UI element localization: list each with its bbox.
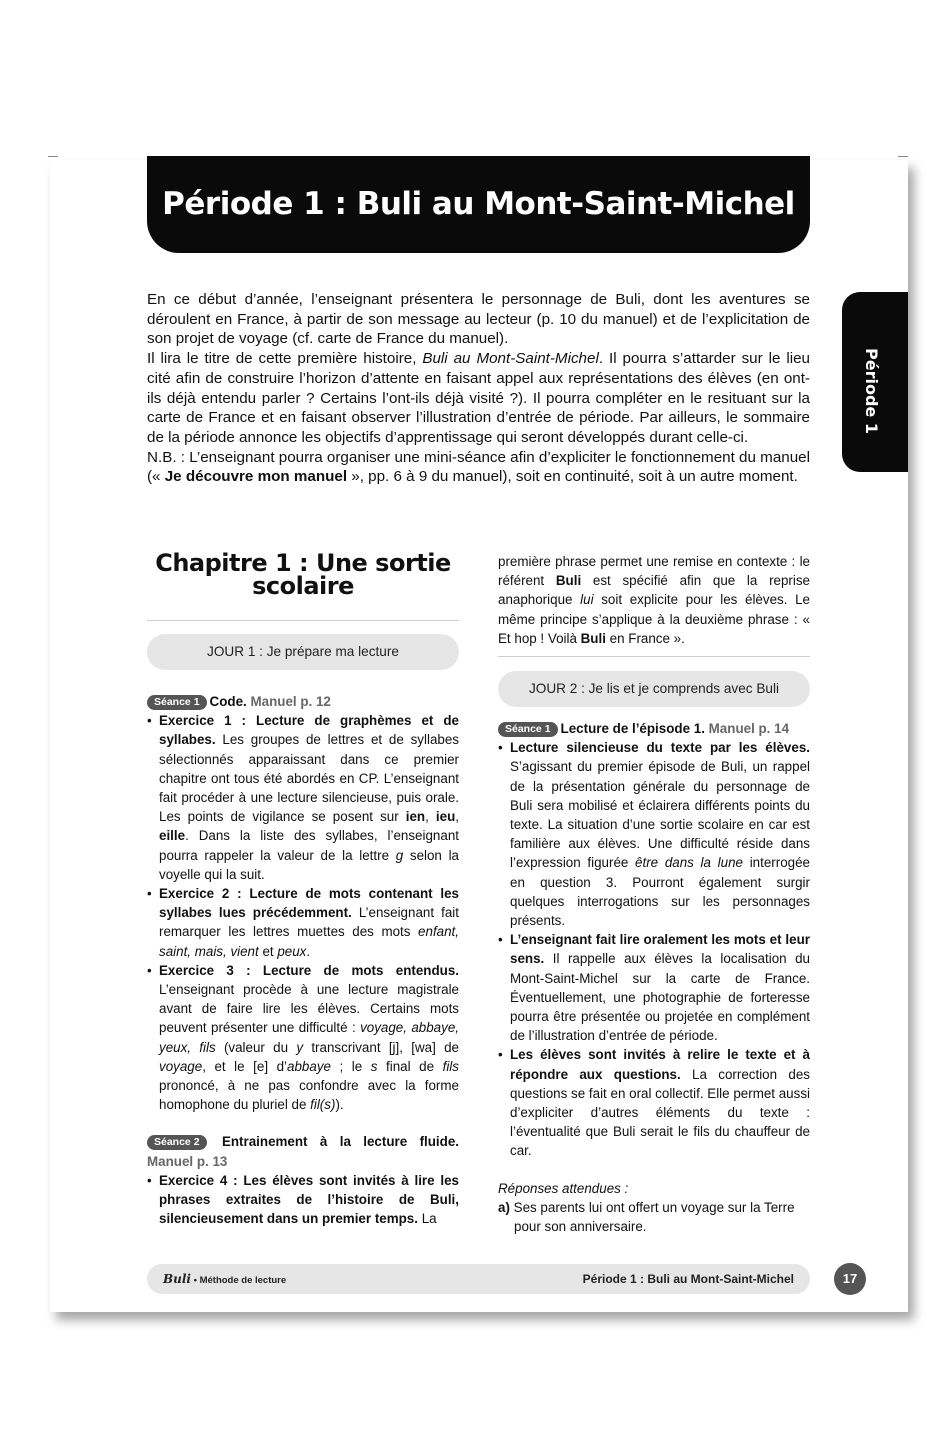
keyword-italic: fils bbox=[442, 1058, 459, 1074]
activity-text: Il rappelle aux élèves la localisation du Mont-Saint-Michel sur la carte de France. Éventuellement, une photographie de forteresse pourra être présentée ou projetée en complément de l’illustration d’entrée de période. bbox=[510, 951, 810, 1044]
footer-bar bbox=[147, 1264, 810, 1294]
manual-ref: Manuel p. 12 bbox=[250, 694, 331, 709]
list-item bbox=[147, 1171, 459, 1229]
keyword-italic: y bbox=[296, 1039, 304, 1055]
jour2-banner: JOUR 2 : Je lis et je comprends avec Buli bbox=[498, 671, 810, 707]
exercise-title: Exercice 3 : Lecture de mots entendus. bbox=[159, 962, 459, 978]
intro-text-span: . Il pourra s’attarder sur le lieu cité afin de construire l’horizon d’attente en faisant appel aux représentations des élèves (en ont-ils déjà entendu parler ? Certains l’ont-ils déjà visité ?). Il pourra compléter en le resituant sur la carte de France et en faisant observer l’illustration d’entrée de période. Par ailleurs, le sommaire de la période annonce les objectifs d’apprentissage qui seront développés durant celle-ci. bbox=[147, 350, 810, 446]
activity-title: L’enseignant fait lire oralement les mots et leur sens. bbox=[510, 932, 810, 967]
keyword-italic: voyage, abbaye, yeux, fils bbox=[159, 1020, 459, 1055]
exercise-text: selon la voyelle qui la suit. bbox=[159, 847, 460, 882]
side-tab bbox=[842, 292, 908, 472]
footer-left bbox=[163, 1264, 286, 1296]
exercise-title: Exercice 1 : Lecture de graphèmes et de syllabes. bbox=[159, 713, 459, 748]
side-tab-label: Période 1 bbox=[862, 348, 881, 434]
footer-method: • Méthode de lecture bbox=[190, 1275, 287, 1286]
list-item bbox=[498, 738, 810, 930]
seance-badge: Séance 2 bbox=[147, 1135, 207, 1150]
keyword: Buli bbox=[580, 630, 606, 646]
exercise-text: , et le [e] d’ bbox=[202, 1058, 288, 1074]
buli-logo: Buli bbox=[163, 1272, 191, 1286]
exercise-list bbox=[147, 1171, 459, 1229]
keyword-italic: enfant, saint, mais, vient bbox=[159, 924, 459, 959]
exercise-text: , bbox=[455, 809, 459, 825]
activity-list bbox=[498, 738, 810, 1160]
jour1-banner: JOUR 1 : Je prépare ma lecture bbox=[147, 634, 459, 670]
right-column bbox=[498, 719, 810, 1236]
intro-paragraph bbox=[147, 290, 810, 349]
activity-text: S’agissant du premier épisode de Buli, un rappel de la présentation générale du personnage de Buli sera mobilisé et éclairera différents points du texte. La situation d’une sortie scolaire en car est familière aux élèves. Une difficulté réside dans l’expression figurée bbox=[510, 759, 810, 871]
keyword: Buli bbox=[555, 573, 582, 589]
seance-title: Lecture de l’épisode 1. bbox=[560, 721, 705, 736]
keyword-italic: voyage bbox=[159, 1058, 203, 1074]
intro-text bbox=[147, 290, 810, 487]
chapter-title: Chapitre 1 : Une sortie scolaire bbox=[155, 549, 451, 600]
text: soit explicite pour les élèves. Le même principe s’applique à la deuxième phrase : « Et hop ! Voilà bbox=[498, 592, 811, 646]
seance-title: Code. bbox=[209, 694, 247, 709]
intro-text-span: N.B. : L’enseignant pourra organiser une mini-séance afin d’expliciter le fonctionnement du manuel (« bbox=[147, 448, 810, 486]
intro-paragraph bbox=[147, 349, 810, 448]
exercise-text: prononcé, à ne pas confondre avec la forme homophone du pluriel de bbox=[159, 1078, 459, 1113]
activity-text: La correction des questions se fait en oral collectif. Elle permet aussi d’expliciter d’autres éléments du texte : l’éventualité que Buli serait le fils du chauffeur de car. bbox=[510, 1066, 810, 1159]
keyword-italic: être dans la lune bbox=[635, 855, 743, 871]
intro-text-span: En ce début d’année, l’enseignant présentera le personnage de Buli, dont les aventures se déroulent en France, à partir de son message au lecteur (p. 10 du manuel) et de l’explicitation de son projet de voyage (cf. carte de France du manuel). bbox=[147, 291, 810, 348]
divider bbox=[147, 620, 459, 621]
intro-paragraph bbox=[147, 448, 810, 487]
divider bbox=[498, 656, 810, 657]
crop-mark bbox=[898, 156, 908, 157]
exercise-text: transcrivant [j], [wa] de bbox=[303, 1039, 459, 1055]
exercise-text: La bbox=[417, 1211, 437, 1227]
list-item bbox=[147, 711, 459, 884]
exercise-title: Exercice 4 : Les élèves sont invités à lire les phrases extraites de l’histoire de Buli, silencieusement dans un premier temps. bbox=[159, 1172, 459, 1227]
seance-badge: Séance 1 bbox=[147, 695, 207, 710]
intro-text-span: », pp. 6 à 9 du manuel), soit en continuité, soit à un autre moment. bbox=[347, 468, 798, 486]
activity-text: interrogée en question 3. Pourront également surgir quelques interrogations sur les personnages présents. bbox=[510, 855, 810, 929]
list-item bbox=[147, 884, 459, 961]
list-item bbox=[147, 961, 459, 1115]
text: est spécifié afin que la reprise anaphorique bbox=[498, 573, 811, 608]
seance-badge: Séance 1 bbox=[498, 722, 558, 737]
title-banner bbox=[147, 156, 810, 253]
exercise-text: L’enseignant fait remarquer les lettres muettes des mots bbox=[159, 905, 459, 940]
answer-letter: a) bbox=[498, 1199, 510, 1215]
answer-a bbox=[498, 1198, 810, 1236]
exercise-text: ; le bbox=[330, 1058, 371, 1074]
keyword-italic: g bbox=[395, 847, 404, 863]
exercise-text: et bbox=[258, 943, 278, 959]
exercise-list bbox=[147, 711, 459, 1114]
keyword: ieu bbox=[435, 809, 456, 825]
keyword-italic: s bbox=[370, 1058, 378, 1074]
keyword: ien bbox=[405, 809, 426, 825]
answers-label: Réponses attendues : bbox=[498, 1180, 629, 1196]
seance2-heading bbox=[147, 1132, 459, 1170]
list-item bbox=[498, 1045, 810, 1160]
keyword: eille bbox=[159, 828, 186, 844]
seance-title: Entrainement à la lecture fluide. bbox=[221, 1134, 459, 1150]
right-column-top bbox=[498, 552, 810, 648]
keyword-italic: fil(s) bbox=[310, 1097, 336, 1113]
answer-text: Ses parents lui ont offert un voyage sur la Terre pour son anniversaire. bbox=[509, 1199, 795, 1235]
intro-bold: Je découvre mon manuel bbox=[164, 468, 348, 486]
footer-right: Période 1 : Buli au Mont-Saint-Michel bbox=[582, 1272, 794, 1286]
page-title: Période 1 : Buli au Mont-Saint-Michel bbox=[162, 186, 795, 222]
seance1-heading bbox=[147, 692, 459, 711]
manual-ref: Manuel p. 14 bbox=[708, 721, 790, 736]
left-column bbox=[147, 692, 459, 1228]
exercise-text: , bbox=[425, 809, 436, 825]
keyword-italic: peux bbox=[277, 943, 307, 959]
exercise-text: . bbox=[306, 943, 311, 959]
activity-title: Lecture silencieuse du texte par les élèves. bbox=[510, 740, 810, 756]
text: en France ». bbox=[605, 630, 685, 646]
exercise-text: (valeur du bbox=[215, 1039, 297, 1055]
crop-mark bbox=[48, 156, 58, 157]
intro-text-span: Il lira le titre de cette première histoire, bbox=[147, 350, 423, 368]
text: première phrase permet une remise en contexte : le référent bbox=[498, 554, 810, 589]
page-number: 17 bbox=[834, 1263, 866, 1295]
exercise-text: ). bbox=[335, 1097, 344, 1113]
exercise-text: final de bbox=[377, 1058, 443, 1074]
keyword-italic: lui bbox=[580, 592, 594, 608]
manual-ref: Manuel p. 13 bbox=[147, 1153, 228, 1169]
exercise-text: . Dans la liste des syllabes, l’enseignant pourra rappeler la valeur de la lettre bbox=[159, 828, 459, 863]
exercise-title: Exercice 2 : Lecture de mots contenant les syllabes lues précédemment. bbox=[159, 886, 459, 921]
exercise-text: Les groupes de lettres et de syllabes sélectionnés apparaissant dans ce premier chapitre ont tous été abordés en CP. L’enseignant fait procéder à une lecture silencieuse, puis orale. Les points de vigilance se posent sur bbox=[159, 732, 459, 825]
activity-title: Les élèves sont invités à relire le texte et à répondre aux questions. bbox=[510, 1047, 810, 1082]
seance1-heading bbox=[498, 719, 810, 738]
continuation-paragraph bbox=[498, 552, 810, 648]
exercise-text: L’enseignant procède à une lecture magistrale avant de faire lire les élèves. Certains mots peuvent présenter une difficulté : bbox=[159, 982, 459, 1036]
intro-italic-title: Buli au Mont-Saint-Michel bbox=[422, 350, 599, 368]
keyword-italic: abbaye bbox=[287, 1058, 331, 1074]
list-item bbox=[498, 930, 810, 1045]
